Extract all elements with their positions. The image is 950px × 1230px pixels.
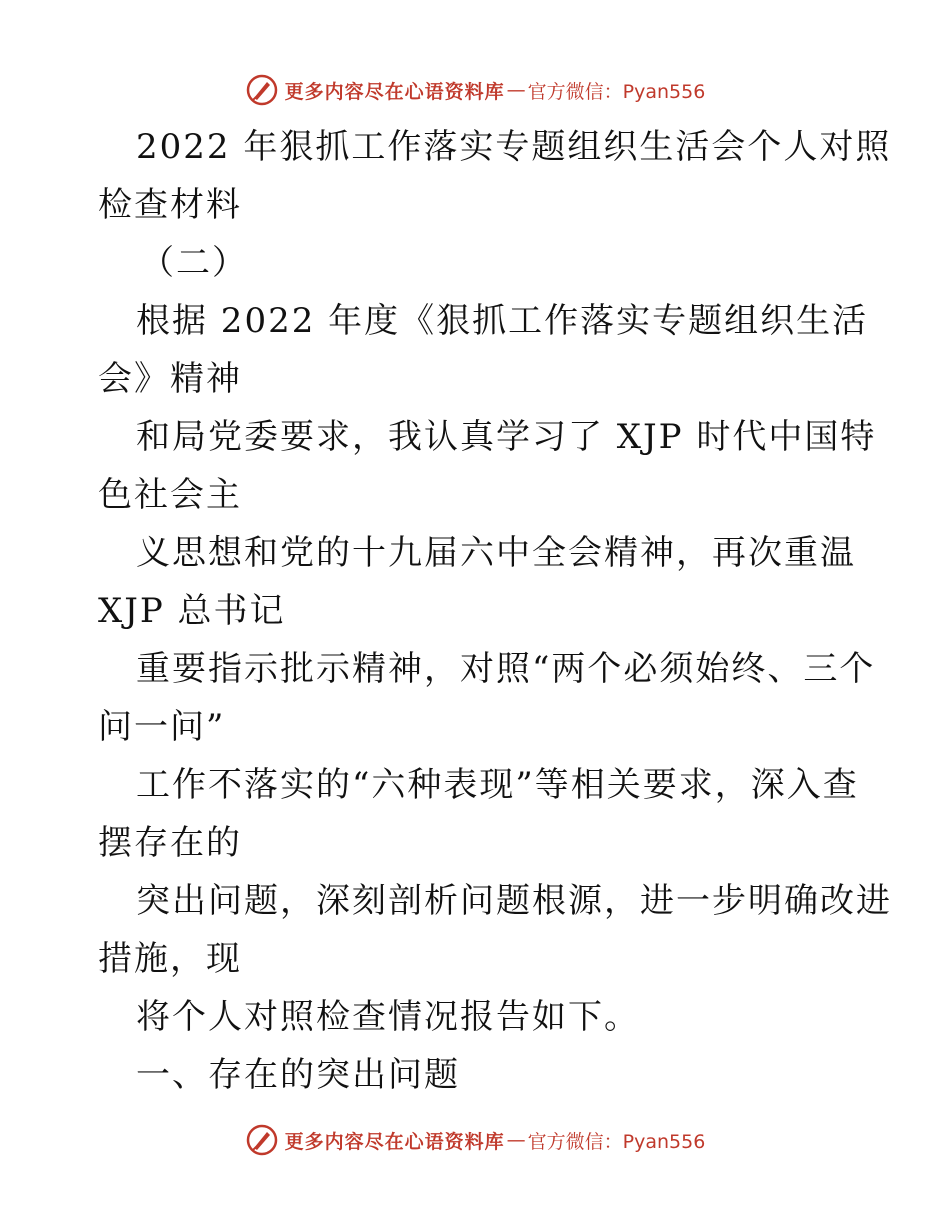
text-line: 重要指示批示精神，对照“两个必须始终、三个 bbox=[136, 649, 876, 689]
text-line: 会》精神 bbox=[98, 359, 242, 399]
header-banner bbox=[0, 68, 950, 112]
text-line: 色社会主 bbox=[98, 475, 242, 515]
text-line: 检查材料 bbox=[98, 185, 242, 225]
text-line: 工作不落实的“六种表现”等相关要求，深入查 bbox=[136, 765, 859, 805]
banner-text: 更多内容尽在心语资料库 bbox=[284, 1130, 505, 1153]
banner-dash: — bbox=[506, 79, 526, 101]
text-line: 根据 2022 年度《狠抓工作落实专题组织生活 bbox=[136, 301, 869, 341]
quill-logo-icon bbox=[245, 73, 279, 107]
banner-wechat: 官方微信：Pyan556 bbox=[527, 80, 706, 103]
text-line: 措施，现 bbox=[98, 939, 242, 979]
quill-logo-icon bbox=[245, 1123, 279, 1157]
text-line: 突出问题，深刻剖析问题根源，进一步明确改进 bbox=[136, 881, 892, 921]
footer-banner bbox=[0, 1118, 950, 1162]
text-line: 和局党委要求，我认真学习了 XJP 时代中国特 bbox=[136, 417, 877, 457]
text-line: 一、存在的突出问题 bbox=[136, 1055, 460, 1095]
text-line: 摆存在的 bbox=[98, 823, 242, 863]
document-body bbox=[98, 118, 892, 1104]
banner-wechat: 官方微信：Pyan556 bbox=[527, 1130, 706, 1153]
banner-dash: — bbox=[506, 1129, 526, 1151]
text-line: 问一问” bbox=[98, 707, 226, 747]
text-line: 将个人对照检查情况报告如下。 bbox=[136, 997, 640, 1037]
text-line: XJP 总书记 bbox=[98, 591, 286, 631]
banner-text: 更多内容尽在心语资料库 bbox=[284, 80, 505, 103]
text-line: 2022 年狠抓工作落实专题组织生活会个人对照 bbox=[136, 127, 892, 167]
text-line: （二） bbox=[140, 243, 248, 283]
text-line: 义思想和党的十九届六中全会精神，再次重温 bbox=[136, 533, 856, 573]
